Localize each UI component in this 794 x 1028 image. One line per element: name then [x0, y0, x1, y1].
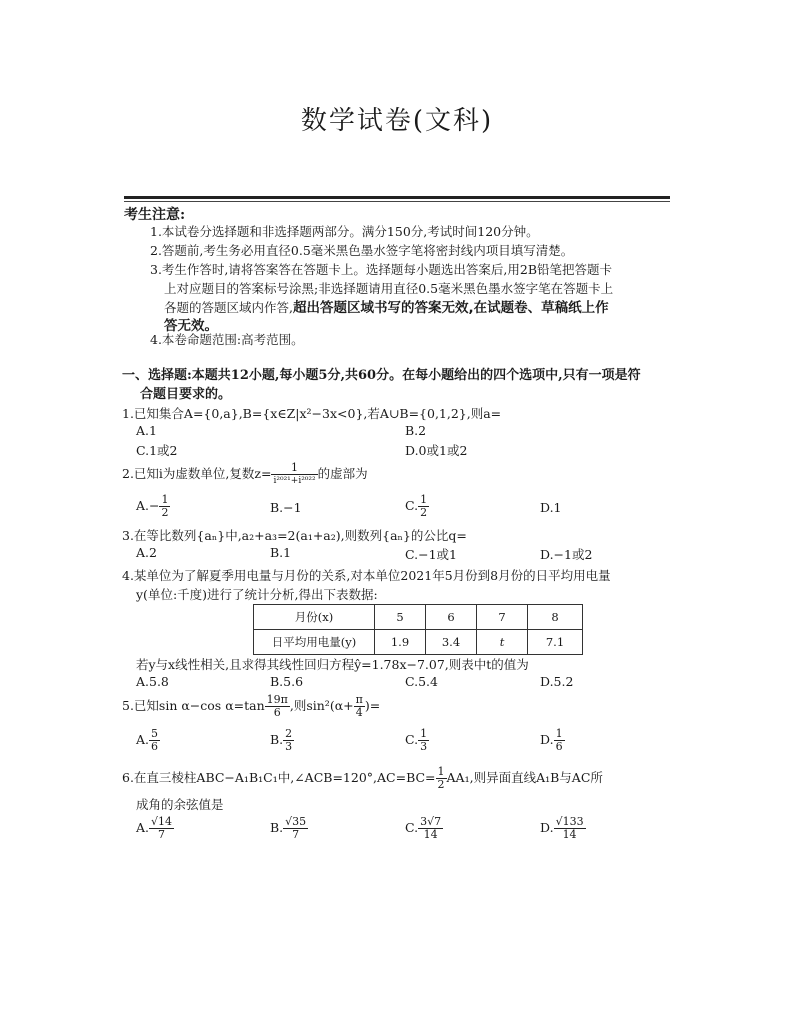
q6-optD-frac — [554, 816, 586, 841]
q2-option-c — [405, 494, 429, 519]
notice-emphasis: 超出答题区域书写的答案无效,在试题卷、草稿纸上作 — [292, 300, 609, 316]
notice-item-4: 4.本卷命题范围:高考范围。 — [150, 332, 304, 347]
q2-stem — [122, 462, 368, 487]
q2-option-a — [136, 494, 170, 519]
table-cell: 5 — [375, 605, 426, 630]
table-row — [254, 605, 583, 630]
q5-optC-frac — [418, 728, 429, 753]
q6-optD-label: D. — [540, 820, 554, 835]
q6-option-d — [540, 816, 586, 841]
q6-optB-den: 7 — [292, 828, 300, 841]
q6-optC-frac — [418, 816, 443, 841]
q4-option-a: A.5.8 — [136, 674, 169, 689]
q6-stem-b: AA₁,则异面直线A₁B与AC所 — [446, 770, 603, 785]
q2-optA-den: 2 — [161, 506, 169, 519]
q5-frac-2 — [354, 694, 365, 719]
q3-option-a: A.2 — [136, 545, 157, 560]
q6-optC-label: C. — [405, 820, 419, 835]
q2-stem-b: 的虚部为 — [317, 466, 368, 481]
section-heading-score: 60 — [358, 368, 377, 383]
section-heading — [122, 364, 641, 383]
q4-stem-1: 4.某单位为了解夏季用电量与月份的关系,对本单位2021年5月份到8月份的日平均用电量 — [122, 568, 611, 583]
q6-frac — [436, 766, 447, 791]
q5-optA-num: 5 — [151, 727, 159, 740]
q6-optA-frac — [149, 816, 174, 841]
table-cell: 6 — [426, 605, 477, 630]
q6-optA-den: 7 — [158, 828, 166, 841]
q6-optA-label: A. — [136, 820, 150, 835]
q3-option-d: D.−1或2 — [540, 547, 593, 562]
q5-optC-label: C. — [405, 732, 419, 747]
notice-item-3-cont2 — [164, 298, 609, 318]
notice-item-3: 3.考生作答时,请将答案答在答题卡上。选择题每小题选出答案后,用2B铅笔把答题卡 — [150, 262, 613, 277]
q2-option-b: B.−1 — [270, 500, 302, 515]
q5-option-d — [540, 728, 565, 753]
q6-optD-den: 14 — [562, 828, 577, 841]
section-heading-line2: 合题目要求的。 — [140, 387, 232, 402]
q3-option-c: C.−1或1 — [405, 547, 457, 562]
q6-optD-num: √133 — [555, 815, 584, 828]
q5-stem-c: )= — [364, 698, 381, 713]
q4-option-b: B.5.6 — [270, 674, 304, 689]
notice-item-3-text: 各题的答题区域内作答, — [164, 300, 293, 315]
q5-optB-den: 3 — [285, 740, 293, 753]
q4-option-d: D.5.2 — [540, 674, 574, 689]
q5-frac2-den: 4 — [355, 706, 363, 719]
q5-optA-den: 6 — [151, 740, 159, 753]
q6-option-b — [270, 816, 308, 841]
q5-frac2-num: π — [355, 693, 363, 706]
q5-option-c — [405, 728, 429, 753]
q4-option-c: C.5.4 — [405, 674, 438, 689]
table-cell: 1.9 — [375, 630, 426, 655]
q6-optB-num: √35 — [285, 815, 307, 828]
q2-option-a-frac — [159, 494, 170, 519]
q5-optA-frac — [149, 728, 160, 753]
notice-heading: 考生注意: — [124, 207, 186, 223]
q1-option-d: D.0或1或2 — [405, 443, 468, 458]
q5-optD-num: 1 — [555, 727, 563, 740]
q2-optC-den: 2 — [420, 506, 428, 519]
q5-stem-b: ,则sin²(α+ — [289, 698, 354, 713]
page-title: 数学试卷(文科) — [300, 106, 494, 136]
notice-emphasis-end: 答无效。 — [164, 318, 218, 334]
q6-optA-num: √14 — [151, 815, 173, 828]
q6-stem-1 — [122, 766, 603, 791]
q5-optD-label: D. — [540, 732, 554, 747]
q1-option-b: B.2 — [405, 423, 427, 438]
notice-item-2: 2.答题前,考生务必用直径0.5毫米黑色墨水签字笔将密封线内项目填写清楚。 — [150, 243, 574, 258]
q2-fraction — [271, 462, 317, 487]
q2-option-c-label: C. — [405, 498, 419, 513]
q5-optB-label: B. — [270, 732, 284, 747]
q6-frac-den: 2 — [437, 778, 445, 791]
q5-optB-num: 2 — [285, 727, 293, 740]
header-rule-thin — [124, 201, 670, 202]
table-cell: 3.4 — [426, 630, 477, 655]
q5-optD-den: 6 — [555, 740, 563, 753]
q2-option-d: D.1 — [540, 500, 562, 515]
q6-option-a — [136, 816, 174, 841]
header-rule — [124, 196, 670, 199]
q5-stem-a: 5.已知sin α−cos α=tan — [122, 698, 265, 713]
q3-stem: 3.在等比数列{aₙ}中,a₂+a₃=2(a₁+a₂),则数列{aₙ}的公比q= — [122, 528, 467, 543]
q5-optA-label: A. — [136, 732, 150, 747]
q5-frac1-den: 6 — [273, 706, 281, 719]
q6-stem-a: 6.在直三棱柱ABC−A₁B₁C₁中,∠ACB=120°,AC=BC= — [122, 770, 436, 785]
q5-optC-num: 1 — [420, 727, 428, 740]
section-heading-a: 一、选择题:本题共12小题,每小题5分,共 — [122, 368, 358, 383]
q5-option-a — [136, 728, 160, 753]
q4-stem-2: y(单位:千度)进行了统计分析,得出下表数据: — [136, 587, 378, 602]
q6-optB-label: B. — [270, 820, 284, 835]
table-cell: 7.1 — [528, 630, 583, 655]
table-cell: 日平均用电量(y) — [254, 630, 375, 655]
q1-option-a: A.1 — [136, 423, 157, 438]
q5-optB-frac — [283, 728, 294, 753]
table-cell: 月份(x) — [254, 605, 375, 630]
q5-stem — [122, 694, 380, 719]
q4-data-table — [253, 604, 583, 655]
q5-optD-frac — [554, 728, 565, 753]
q4-stem-3: 若y与x线性相关,且求得其线性回归方程ŷ=1.78x−7.07,则表中t的值为 — [136, 657, 529, 672]
q2-option-a-label: A.− — [136, 498, 160, 513]
q3-option-b: B.1 — [270, 545, 292, 560]
table-cell: t — [477, 630, 528, 655]
table-cell: 7 — [477, 605, 528, 630]
q2-option-c-frac — [418, 494, 429, 519]
q6-option-c — [405, 816, 443, 841]
q6-optB-frac — [283, 816, 308, 841]
q5-frac-1 — [265, 694, 290, 719]
q6-stem-2: 成角的余弦值是 — [136, 797, 224, 812]
q2-stem-a: 2.已知i为虚数单位,复数z= — [122, 466, 272, 481]
q2-frac-num: 1 — [271, 462, 317, 475]
section-heading-c: 分。在每小题给出的四个选项中,只有一项是符 — [376, 368, 641, 383]
notice-item-3-cont: 上对应题目的答案标号涂黑;非选择题请用直径0.5毫米黑色墨水签字笔在答题卡上 — [164, 281, 614, 296]
q2-frac-den: i²⁰²¹+i²⁰²² — [273, 476, 316, 486]
q5-option-b — [270, 728, 294, 753]
table-row — [254, 630, 583, 655]
table-cell: 8 — [528, 605, 583, 630]
q2-optA-num: 1 — [161, 493, 169, 506]
q5-optC-den: 3 — [420, 740, 428, 753]
notice-item-1: 1.本试卷分选择题和非选择题两部分。满分150分,考试时间120分钟。 — [150, 224, 539, 239]
q2-optC-num: 1 — [420, 493, 428, 506]
q5-frac1-num: 19π — [266, 693, 288, 706]
q6-optC-num: 3√7 — [420, 815, 442, 828]
q1-option-c: C.1或2 — [136, 443, 178, 458]
q6-optC-den: 14 — [423, 828, 438, 841]
q6-frac-num: 1 — [437, 765, 445, 778]
q1-stem: 1.已知集合A={0,a},B={x∈Z|x²−3x<0},若A∪B={0,1,2},则a= — [122, 406, 502, 421]
